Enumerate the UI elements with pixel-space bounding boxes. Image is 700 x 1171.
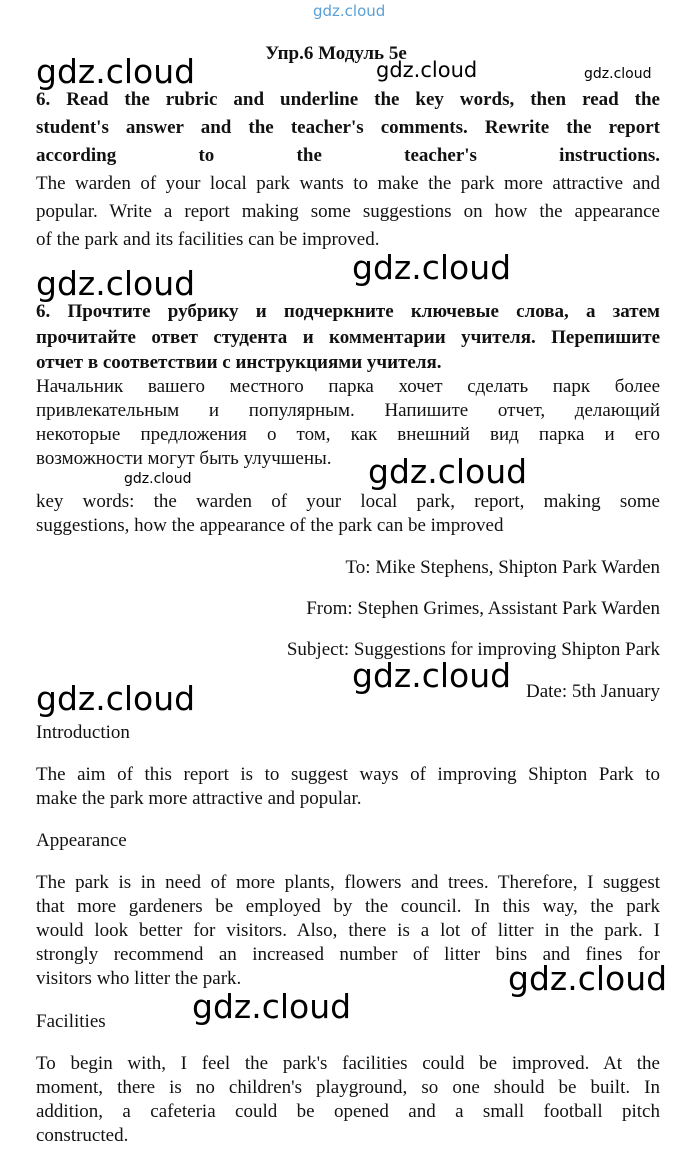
report-from: From: Stephen Grimes, Assistant Park Warden [306,598,660,619]
watermark: gdz.cloud [352,656,512,695]
russian-heading-line-1: 6. Прочтите рубрику и подчеркните ключевые слова, а затем [36,301,660,322]
facilities-line-4: constructed. [36,1125,129,1146]
introduction-heading: Introduction [36,722,130,743]
facilities-line-3: addition, a cafeteria could be opened and a small football pitch [36,1101,660,1122]
russian-rubric-line-4: возможности могут быть улучшены. [36,448,332,469]
watermark: gdz.cloud [36,52,196,91]
watermark: gdz.cloud [36,264,196,303]
page-title: Упр.6 Модуль 5е [265,43,407,64]
report-subject: Subject: Suggestions for improving Shipton Park [286,639,660,660]
appearance-line-2: that more gardeners be employed by the council. In this way, the park [36,896,660,917]
appearance-line-3: would look better for visitors. Also, there is a lot of litter in the park. I [36,920,660,941]
facilities-line-1: To begin with, I feel the park's facilities could be improved. At the [36,1053,660,1074]
english-heading-line-1: 6. Read the rubric and underline the key words, then read the [36,89,660,110]
english-rubric-line-1: The warden of your local park wants to make the park more attractive and [36,173,660,194]
watermark: gdz.cloud [36,679,196,718]
appearance-line-5: visitors who litter the park. [36,968,242,989]
watermark: gdz.cloud [352,248,512,287]
report-date: Date: 5th January [525,681,660,702]
watermark-top: gdz.cloud [313,2,386,20]
watermark: gdz.cloud [508,959,668,998]
english-rubric-line-3: of the park and its facilities can be improved. [36,229,380,250]
watermark: gdz.cloud [584,66,652,82]
russian-rubric-line-2: привлекательным и популярным. Напишите отчет, делающий [36,400,660,421]
english-heading-line-3: according to the teacher's instructions. [36,145,660,166]
watermark: gdz.cloud [376,58,478,82]
facilities-heading: Facilities [36,1011,106,1032]
russian-rubric-line-3: некоторые предложения о том, как внешний вид парка и его [36,424,660,445]
report-to: To: Mike Stephens, Shipton Park Warden [345,557,660,578]
english-heading-line-2: student's answer and the teacher's comments. Rewrite the report [36,117,660,138]
appearance-line-1: The park is in need of more plants, flowers and trees. Therefore, I suggest [36,872,660,893]
appearance-heading: Appearance [36,830,127,851]
watermark: gdz.cloud [192,987,352,1026]
intro-line-1: The aim of this report is to suggest ways of improving Shipton Park to [36,764,660,785]
appearance-line-4: strongly recommend an increased number of litter bins and fines for [36,944,660,965]
russian-heading-line-2: прочитайте ответ студента и комментарии учителя. Перепишите [36,327,660,348]
watermark: gdz.cloud [124,471,192,487]
intro-line-2: make the park more attractive and popular. [36,788,362,809]
russian-heading-line-3: отчет в соответствии с инструкциями учителя. [36,352,442,373]
key-words-line-1: key words: the warden of your local park, report, making some [36,491,660,512]
key-words-line-2: suggestions, how the appearance of the park can be improved [36,515,504,536]
watermark: gdz.cloud [368,452,528,491]
russian-rubric-line-1: Начальник вашего местного парка хочет сделать парк более [36,376,660,397]
english-rubric-line-2: popular. Write a report making some suggestions on how the appearance [36,201,660,222]
facilities-line-2: moment, there is no children's playground, so one should be built. In [36,1077,660,1098]
